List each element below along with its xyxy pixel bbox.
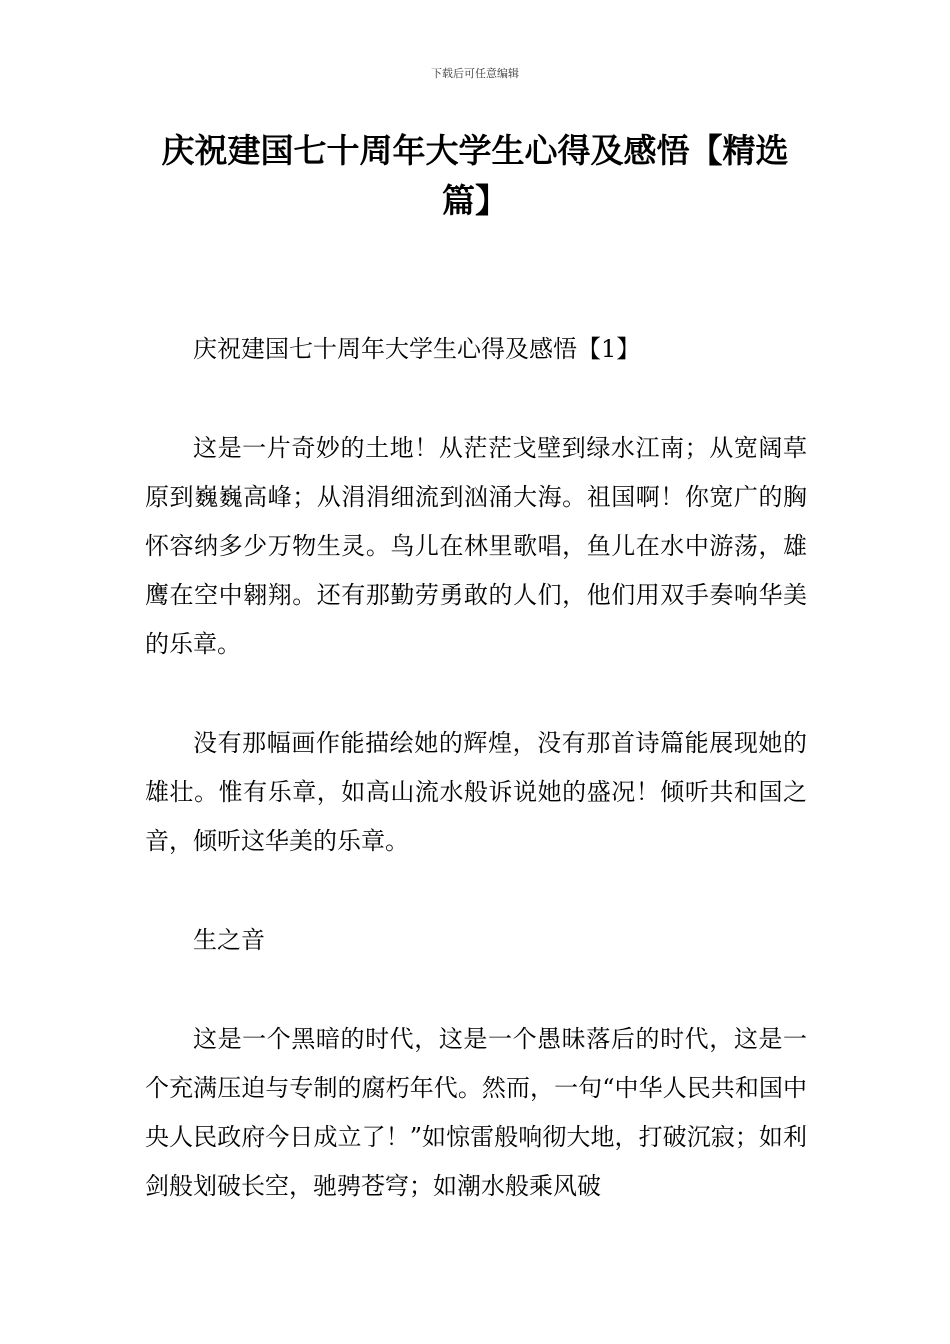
paragraph: 这是一片奇妙的土地！从茫茫戈壁到绿水江南；从宽阔草原到巍巍高峰；从涓涓细流到汹涌大海。祖国啊！你宽广的胸怀容纳多少万物生灵。鸟儿在林里歌唱，鱼儿在水中游荡，雄鹰在空中翱翔。还有那勤劳勇敢的人们，他们用双手奏响华美的乐章。 [145, 434, 807, 658]
document-body [145, 325, 807, 1261]
paragraph: 这是一个黑暗的时代，这是一个愚昧落后的时代，这是一个充满压迫与专制的腐朽年代。然而，一句“中华人民共和国中央人民政府今日成立了！”如惊雷般响彻大地，打破沉寂；如利剑般划破长空，驰骋苍穹；如潮水般乘风破 [145, 1025, 807, 1200]
paragraph: 没有那幅画作能描绘她的辉煌，没有那首诗篇能展现她的雄壮。惟有乐章，如高山流水般诉说她的盛况！倾听共和国之音，倾听这华美的乐章。 [145, 729, 807, 855]
section-heading: 生之音 [193, 926, 265, 954]
section-heading: 庆祝建国七十周年大学生心得及感悟【1】 [193, 335, 641, 363]
header-note: 下载后可任意编辑 [431, 67, 519, 80]
document-title: 庆祝建国七十周年大学生心得及感悟【精选篇】 [161, 131, 789, 220]
